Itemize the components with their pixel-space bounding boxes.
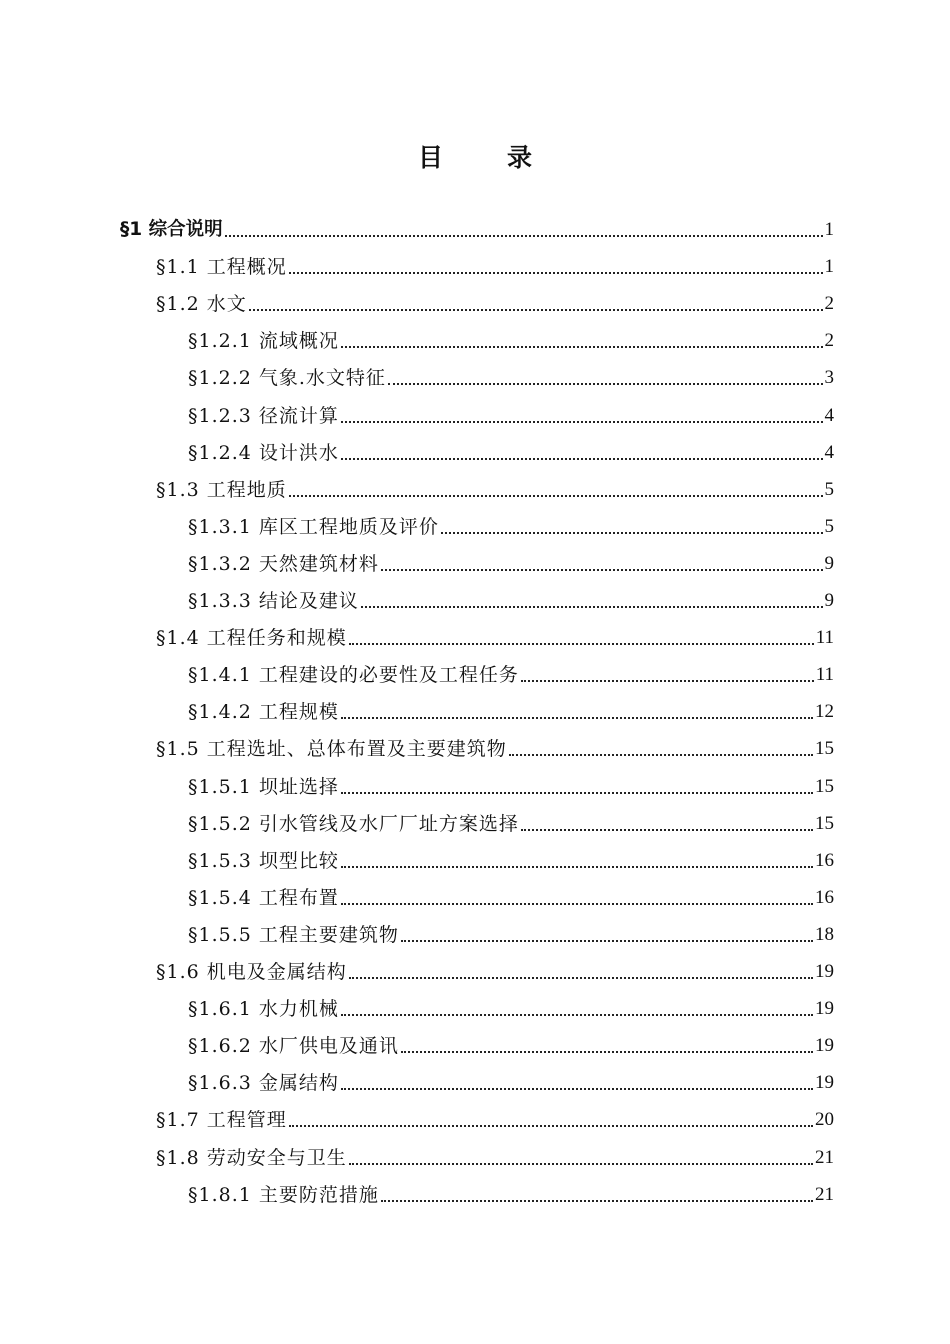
toc-dot-leader — [341, 903, 813, 905]
toc-entry-label: §1.5.1 坝址选择 — [188, 775, 339, 798]
toc-entry[interactable] — [188, 1061, 834, 1098]
page-title-char-1: 目 — [417, 143, 443, 172]
toc-entry-label: §1.1 工程概况 — [156, 256, 287, 279]
toc-entry[interactable] — [156, 282, 834, 319]
toc-entry[interactable] — [188, 765, 834, 802]
toc-entry[interactable] — [188, 1024, 834, 1061]
toc-entry-page-number: 15 — [815, 738, 834, 760]
toc-entry[interactable] — [188, 319, 834, 356]
toc-entry-label: §1.3.1 库区工程地质及评价 — [188, 515, 439, 538]
toc-entry-page-number: 21 — [815, 1183, 834, 1205]
toc-dot-leader — [289, 495, 823, 497]
toc-dot-leader — [341, 792, 813, 794]
toc-entry-label: §1.2.4 设计洪水 — [188, 441, 339, 464]
toc-entry-page-number: 15 — [815, 775, 834, 797]
toc-entry[interactable] — [188, 802, 834, 839]
toc-dot-leader — [341, 458, 823, 460]
toc-entry[interactable] — [188, 356, 834, 393]
toc-dot-leader — [289, 272, 823, 274]
toc-dot-leader — [381, 569, 823, 571]
toc-dot-leader — [401, 1051, 813, 1053]
toc-entry-page-number: 16 — [815, 886, 834, 908]
toc-entry-label: §1.6 机电及金属结构 — [156, 961, 347, 983]
toc-entry-label: §1.8.1 主要防范措施 — [188, 1183, 379, 1206]
toc-entry[interactable] — [188, 1173, 834, 1210]
toc-entry-label: §1.5.2 引水管线及水厂厂址方案选择 — [188, 812, 519, 835]
toc-entry-label: §1.3 工程地质 — [156, 478, 287, 501]
toc-entry-page-number: 16 — [815, 849, 834, 871]
toc-entry-label: §1 综合说明 — [120, 219, 223, 240]
toc-entry-label: §1.6.1 水力机械 — [188, 998, 339, 1021]
toc-entry[interactable] — [156, 1098, 834, 1135]
toc-entry-page-number: 1 — [824, 256, 834, 278]
toc-entry-page-number: 2 — [824, 330, 834, 352]
page-title-char-2: 录 — [507, 143, 533, 172]
toc-entry-page-number: 3 — [824, 367, 834, 389]
toc-dot-leader — [349, 1163, 813, 1165]
toc-dot-leader — [349, 643, 814, 645]
toc-entry[interactable] — [156, 616, 834, 653]
toc-entry-label: §1.6.2 水厂供电及通讯 — [188, 1035, 399, 1058]
toc-entry[interactable] — [188, 431, 834, 468]
toc-entry-page-number: 9 — [824, 590, 834, 611]
toc-entry-page-number: 5 — [824, 478, 834, 500]
toc-dot-leader — [341, 866, 813, 868]
toc-entry-label: §1.3.2 天然建筑材料 — [188, 552, 379, 575]
toc-entry-page-number: 18 — [815, 923, 834, 945]
toc-entry-label: §1.8 劳动安全与卫生 — [156, 1146, 347, 1169]
toc-entry[interactable] — [188, 505, 834, 542]
toc-entry-label: §1.2 水文 — [156, 293, 247, 316]
toc-dot-leader — [509, 754, 813, 756]
toc-entry-page-number: 15 — [815, 812, 834, 834]
toc-entry[interactable] — [188, 653, 834, 690]
toc-entry-page-number: 9 — [824, 552, 834, 574]
toc-entry-label: §1.5.5 工程主要建筑物 — [188, 923, 399, 946]
toc-entry-page-number: 5 — [824, 515, 834, 537]
toc-entry-page-number: 19 — [815, 998, 834, 1020]
toc-entry[interactable] — [188, 839, 834, 876]
toc-dot-leader — [521, 829, 813, 831]
toc-dot-leader — [521, 680, 814, 682]
toc-entry-label: §1.2.2 气象.水文特征 — [188, 367, 386, 390]
toc-dot-leader — [341, 1088, 813, 1090]
toc-entry[interactable] — [188, 913, 834, 950]
toc-entry-page-number: 2 — [824, 293, 834, 315]
toc-entry-page-number: 4 — [824, 404, 834, 426]
page-title — [0, 138, 950, 174]
toc-entry-page-number: 19 — [815, 961, 834, 982]
toc-entry[interactable] — [188, 394, 834, 431]
toc-entry-label: §1.7 工程管理 — [156, 1109, 287, 1132]
toc-dot-leader — [341, 1014, 813, 1016]
toc-entry[interactable] — [188, 987, 834, 1024]
toc-entry-label: §1.2.1 流域概况 — [188, 330, 339, 353]
toc-entry-page-number: 21 — [815, 1146, 834, 1168]
toc-entry-label: §1.3.3 结论及建议 — [188, 590, 359, 612]
toc-entry[interactable] — [188, 876, 834, 913]
toc-dot-leader — [381, 1200, 813, 1202]
toc-entry[interactable] — [188, 542, 834, 579]
toc-dot-leader — [341, 421, 823, 423]
toc-entry[interactable] — [156, 950, 834, 987]
toc-entry-page-number: 4 — [824, 441, 834, 463]
toc-entry[interactable] — [156, 245, 834, 282]
toc-entry[interactable] — [188, 690, 834, 727]
toc-entry-page-number: 11 — [815, 627, 834, 649]
toc-entry[interactable] — [156, 727, 834, 764]
toc-entry-label: §1.6.3 金属结构 — [188, 1072, 339, 1095]
toc-entry-page-number: 19 — [815, 1072, 834, 1094]
toc-dot-leader — [401, 940, 813, 942]
toc-dot-leader — [341, 717, 813, 719]
toc-entry[interactable] — [188, 579, 834, 616]
toc-dot-leader — [249, 309, 823, 311]
toc-entry-label: §1.4 工程任务和规模 — [156, 627, 347, 650]
toc-entry-label: §1.4.1 工程建设的必要性及工程任务 — [188, 664, 519, 687]
toc-entry[interactable] — [156, 1136, 834, 1173]
toc-entry-label: §1.4.2 工程规模 — [188, 701, 339, 724]
toc-entry[interactable] — [156, 468, 834, 505]
toc-entry-page-number: 20 — [815, 1109, 834, 1131]
toc-dot-leader — [349, 977, 813, 979]
toc-dot-leader — [361, 606, 823, 608]
toc-entry-label: §1.2.3 径流计算 — [188, 404, 339, 427]
toc-dot-leader — [341, 346, 823, 348]
toc-entry-label: §1.5 工程选址、总体布置及主要建筑物 — [156, 738, 507, 761]
toc-dot-leader — [388, 383, 823, 385]
toc-dot-leader — [441, 532, 823, 534]
toc-dot-leader — [289, 1125, 813, 1127]
toc-entry-page-number: 12 — [815, 701, 834, 723]
toc-entry-page-number: 19 — [815, 1035, 834, 1057]
toc-entry-page-number: 1 — [824, 219, 834, 240]
toc-entry-label: §1.5.3 坝型比较 — [188, 849, 339, 872]
toc-entry[interactable] — [120, 208, 834, 245]
toc-entry-label: §1.5.4 工程布置 — [188, 886, 339, 909]
toc-dot-leader — [225, 235, 823, 237]
toc-entry-page-number: 11 — [815, 664, 834, 686]
